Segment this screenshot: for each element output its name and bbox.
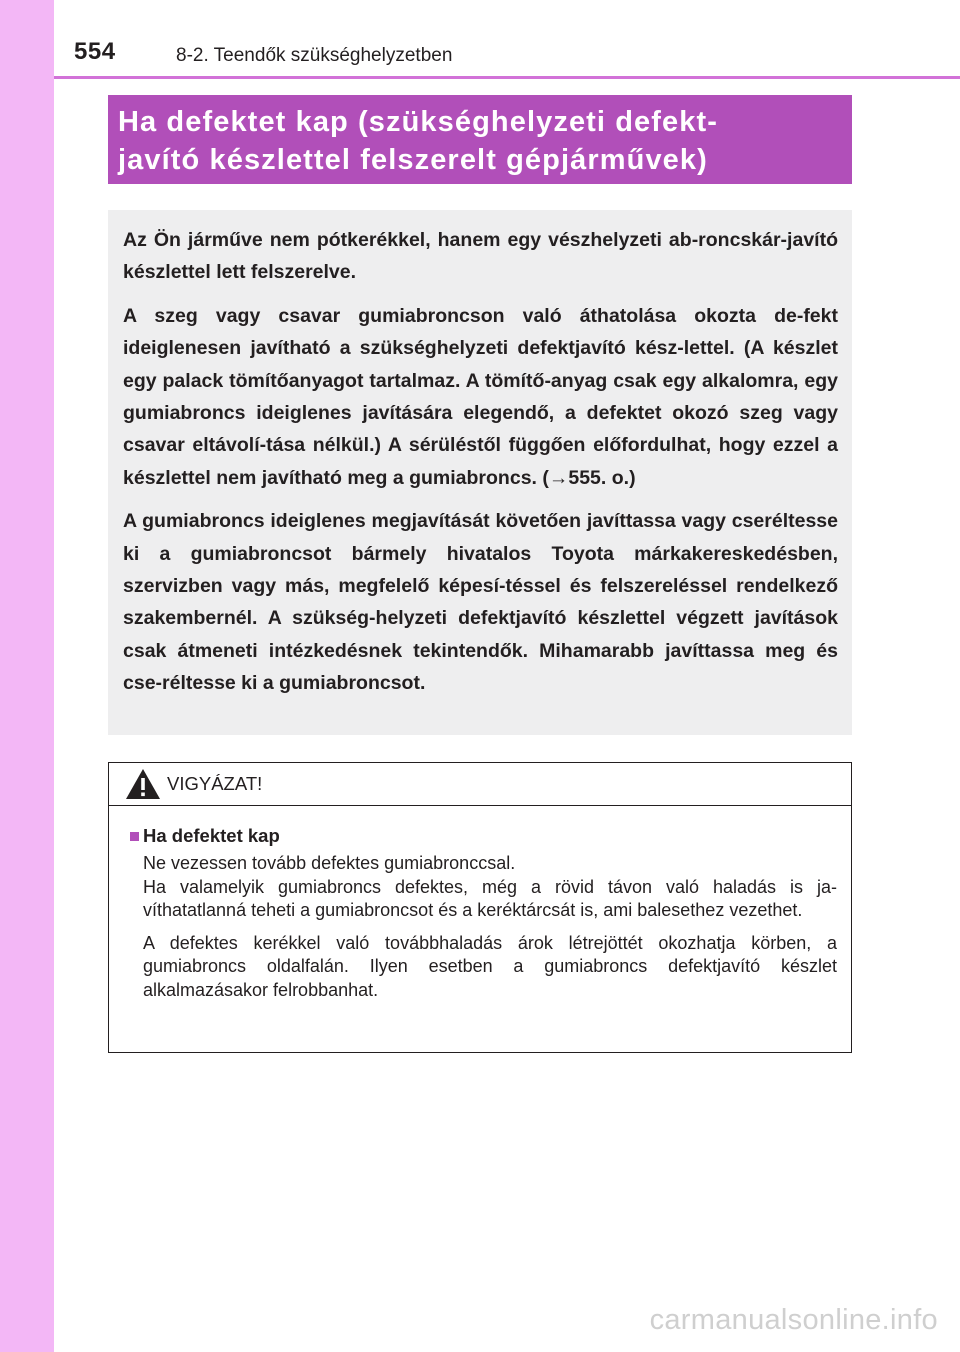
side-color-bar: [0, 0, 54, 1352]
watermark: carmanualsonline.info: [649, 1304, 938, 1336]
caution-subheading: [130, 823, 837, 849]
intro-paragraph-2: A szeg vagy csavar gumiabroncson való áthatolása okozta de-fekt ideiglenesen javítható a szükséghelyzeti defektjavító kész-lettel. (A készlet egy palack tömítőanyagot tartalmaz. A tömítő-anyag csak egy alkalomra, egy gumiabroncs ideiglenes javítására elegendő, a defektet okozó szeg vagy csavar eltávolí-tása nélkül.) A sérüléstől függően előfordulhat, hogy ezzel a készlettel nem javítható meg a gumiabroncs. (→555. o.): [123, 304, 838, 489]
intro-box: [108, 210, 852, 735]
caution-subheading-text: Ha defektet kap: [143, 825, 280, 846]
section-title: 8-2. Teendők szükséghelyzetben: [176, 45, 453, 66]
warning-triangle-icon: [125, 768, 161, 800]
title-line-1: Ha defektet kap (szükséghelyzeti defekt-: [118, 106, 719, 138]
square-bullet-icon: [130, 832, 139, 841]
title-line-2: javító készlettel felszerelt gépjárművek): [118, 144, 708, 176]
caution-body: [109, 806, 851, 1003]
header-rule: [54, 76, 960, 79]
caution-box: [108, 762, 852, 1053]
caution-paragraph-1: Ne vezessen tovább defektes gumiabronccsal. Ha valamelyik gumiabroncs defektes, még a rövid távon való haladás is ja-víthatatlanná teheti a gumiabroncsot és a keréktárcsát is, ami balesethez vezethet.: [143, 853, 837, 921]
page-number: 554: [74, 38, 116, 65]
intro-paragraph-3: A gumiabroncs ideiglenes megjavítását követően javíttassa vagy cseréltesse ki a gumiabroncsot bármely hivatalos Toyota márkakereskedésben, szervizben vagy más, megfelelő képesí-téssel és felszereléssel rendelkező szakembernél. A szükség-helyzeti defektjavító készlettel végzett javítások csak átmeneti intézkedésnek tekintendők. Mihamarabb javíttassa meg és cse-réltesse ki a gumiabroncsot.: [123, 510, 838, 695]
caution-paragraph-2: A defektes kerékkel való továbbhaladás árok létrejöttét okozhatja körben, a gumiabroncs oldalfalán. Ilyen esetben a gumiabroncs defektjavító készlet alkalmazásakor felrobbanhat.: [143, 932, 837, 1000]
caution-header: [109, 763, 851, 806]
caution-label: VIGYÁZAT!: [167, 773, 263, 794]
title-banner: [108, 95, 852, 184]
intro-paragraph-1: Az Ön járműve nem pótkerékkel, hanem egy vészhelyzeti ab-roncskár-javító készlettel lett felszerelve.: [123, 229, 838, 284]
